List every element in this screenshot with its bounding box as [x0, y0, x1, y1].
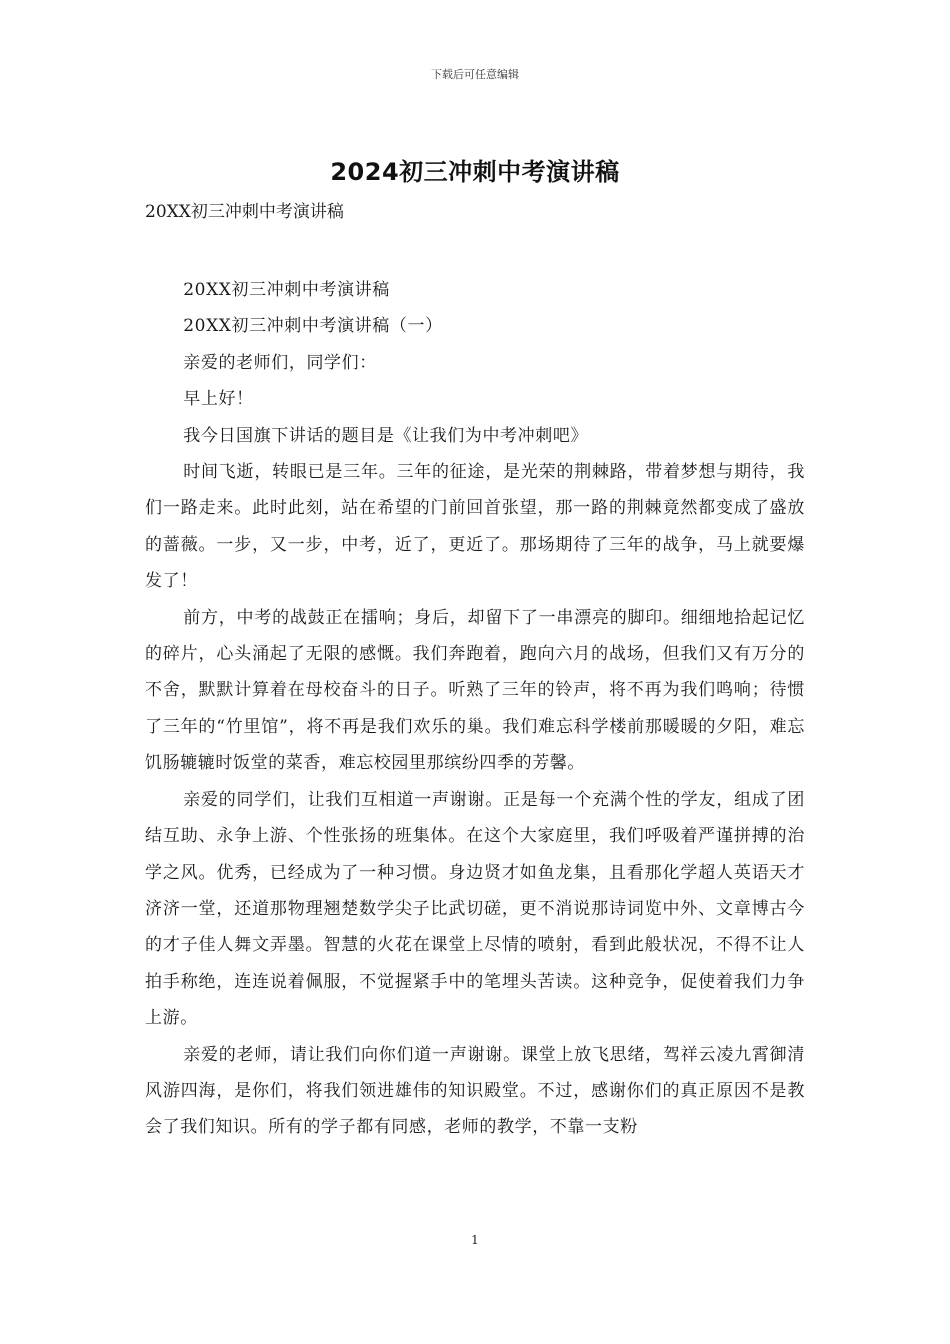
paragraph: 我今日国旗下讲话的题目是《让我们为中考冲刺吧》: [183, 425, 589, 446]
paragraph: 早上好！: [183, 389, 254, 410]
paragraph: 前方，中考的战鼓正在擂响；身后，却留下了一串漂亮的脚印。细细地拾起记忆的碎片，心头涌起了无限的感慨。我们奔跑着，跑向六月的战场，但我们又有万分的不舍，默默计算着在母校奋斗的日子。听熟了三年的铃声，将不再为我们鸣响；待惯了三年的“竹里馆”，将不再是我们欢乐的巢。我们难忘科学楼前那暖暖的夕阳，难忘饥肠辘辘时饭堂的菜香，难忘校园里那缤纷四季的芳馨。: [145, 607, 805, 774]
page-number: 1: [471, 1233, 479, 1247]
document-subtitle: 20XX初三冲刺中考演讲稿: [145, 202, 344, 222]
paragraph: 亲爱的老师们，同学们：: [183, 352, 377, 373]
paragraph: 时间飞逝，转眼已是三年。三年的征途，是光荣的荆棘路，带着梦想与期待，我们一路走来。此时此刻，站在希望的门前回首张望，那一路的荆棘竟然都变成了盛放的蔷薇。一步，又一步，中考，近了，更近了。那场期待了三年的战争，马上就要爆发了！: [145, 462, 805, 592]
paragraph: 20XX初三冲刺中考演讲稿（一）: [183, 316, 443, 337]
document-title: 2024初三冲刺中考演讲稿: [330, 158, 620, 186]
paragraph: 亲爱的老师，请让我们向你们道一声谢谢。课堂上放飞思绪，驾祥云凌九霄御清风游四海，是你们，将我们领进雄伟的知识殿堂。不过，感谢你们的真正原因不是教会了我们知识。所有的学子都有同感，老师的教学，不靠一支粉: [145, 1044, 805, 1138]
paragraph: 亲爱的同学们，让我们互相道一声谢谢。正是每一个充满个性的学友，组成了团结互助、永争上游、个性张扬的班集体。在这个大家庭里，我们呼吸着严谨拼搏的治学之风。优秀，已经成为了一种习惯。身边贤才如鱼龙集，且看那化学超人英语天才济济一堂，还道那物理翘楚数学尖子比武切磋，更不消说那诗词览中外、文章博古今的才子佳人舞文弄墨。智慧的火花在课堂上尽情的喷射，看到此般状况，不得不让人拍手称绝，连连说着佩服，不觉握紧手中的笔埋头苦读。这种竞争，促使着我们力争上游。: [145, 789, 805, 1029]
page-header: 下载后可任意编辑: [431, 68, 519, 81]
document-body: [145, 272, 805, 1146]
paragraph: 20XX初三冲刺中考演讲稿: [183, 280, 390, 300]
